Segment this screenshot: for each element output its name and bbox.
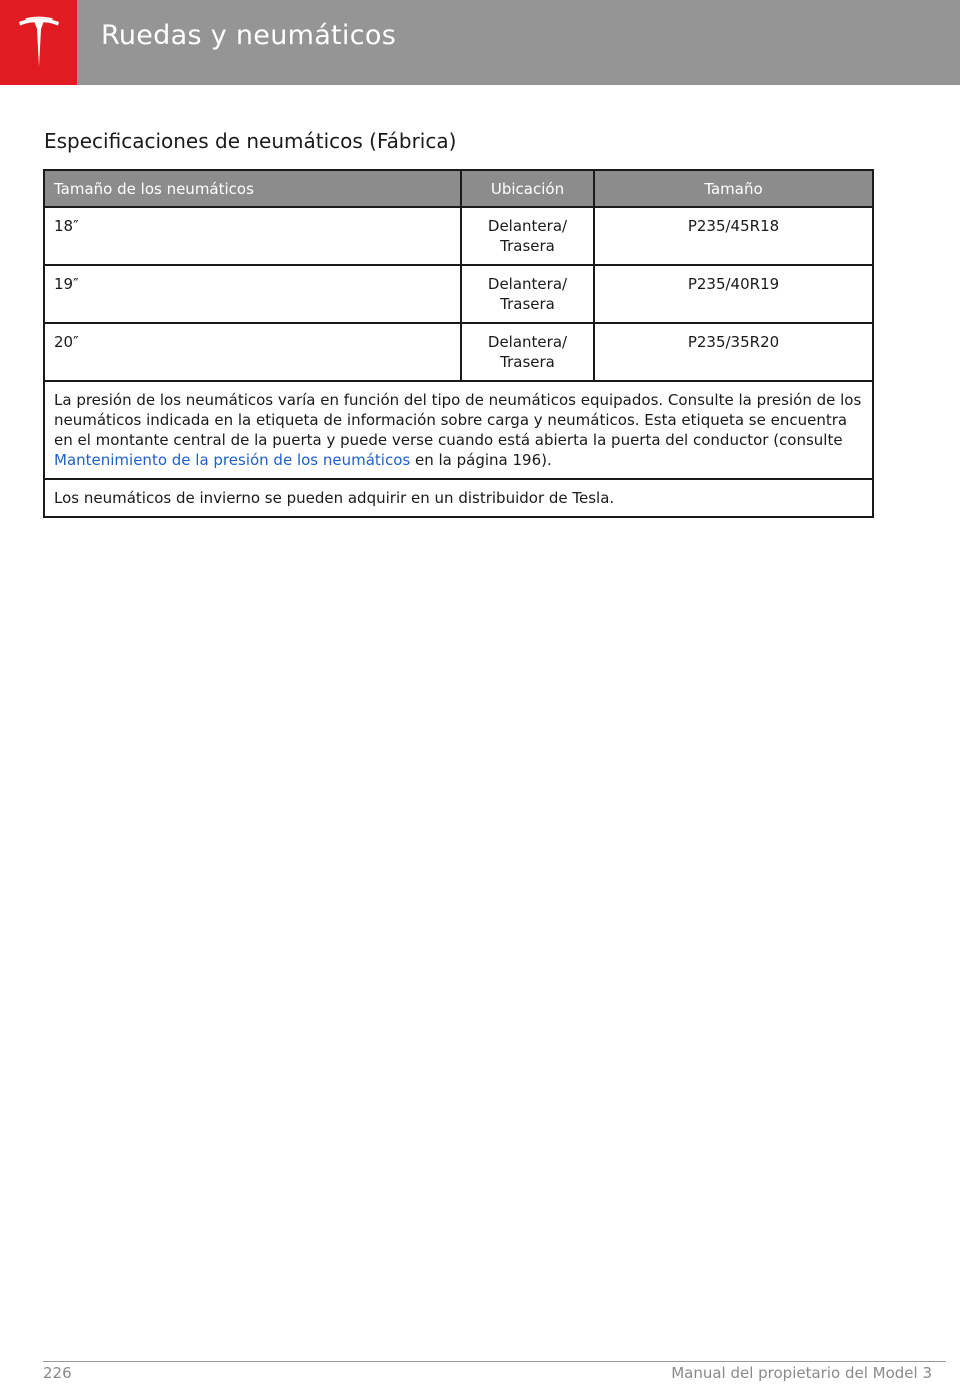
- tire-pressure-link[interactable]: Mantenimiento de la presión de los neumáticos: [54, 451, 411, 469]
- location-text: Delantera/ Trasera: [487, 217, 568, 255]
- brand-block: [0, 0, 77, 85]
- table-row-note: [44, 479, 873, 517]
- location-text: Delantera/ Trasera: [487, 275, 568, 313]
- pressure-note: [44, 381, 873, 479]
- section-title: Especificaciones de neumáticos (Fábrica): [44, 129, 457, 153]
- column-header-size: Tamaño: [594, 170, 873, 207]
- table-row: [44, 265, 873, 323]
- cell-location: [461, 323, 594, 381]
- cell-location: [461, 265, 594, 323]
- cell-tire-size: P235/40R19: [594, 265, 873, 323]
- column-header-location: Ubicación: [461, 170, 594, 207]
- tesla-logo-icon: [16, 16, 62, 70]
- table-row-note: [44, 381, 873, 479]
- column-header-tire-size: Tamaño de los neumáticos: [44, 170, 461, 207]
- winter-tires-note: Los neumáticos de invierno se pueden adquirir en un distribuidor de Tesla.: [44, 479, 873, 517]
- page-header: [0, 0, 960, 85]
- table-row: [44, 207, 873, 265]
- location-text: Delantera/ Trasera: [487, 333, 568, 371]
- page-number: 226: [43, 1364, 72, 1382]
- cell-tire-size: P235/35R20: [594, 323, 873, 381]
- pressure-note-text: La presión de los neumáticos varía en función del tipo de neumáticos equipados. Consulte la presión de los neumáticos indicada en la etiqueta de información sobre carga y neumáticos. Esta etiqueta se encuentra en el montante central de la puerta y puede verse cuando está abierta la puerta del conductor (consulte: [54, 391, 862, 449]
- cell-wheel-size: 19″: [44, 265, 461, 323]
- cell-location: [461, 207, 594, 265]
- footer-manual-title: Manual del propietario del Model 3: [671, 1364, 932, 1382]
- pressure-note-text-end: en la página 196).: [410, 451, 552, 469]
- cell-tire-size: P235/45R18: [594, 207, 873, 265]
- tire-specs-table: [43, 169, 874, 518]
- chapter-title: Ruedas y neumáticos: [101, 20, 397, 51]
- table-header-row: [44, 170, 873, 207]
- cell-wheel-size: 20″: [44, 323, 461, 381]
- footer-divider: [43, 1361, 946, 1362]
- cell-wheel-size: 18″: [44, 207, 461, 265]
- table-row: [44, 323, 873, 381]
